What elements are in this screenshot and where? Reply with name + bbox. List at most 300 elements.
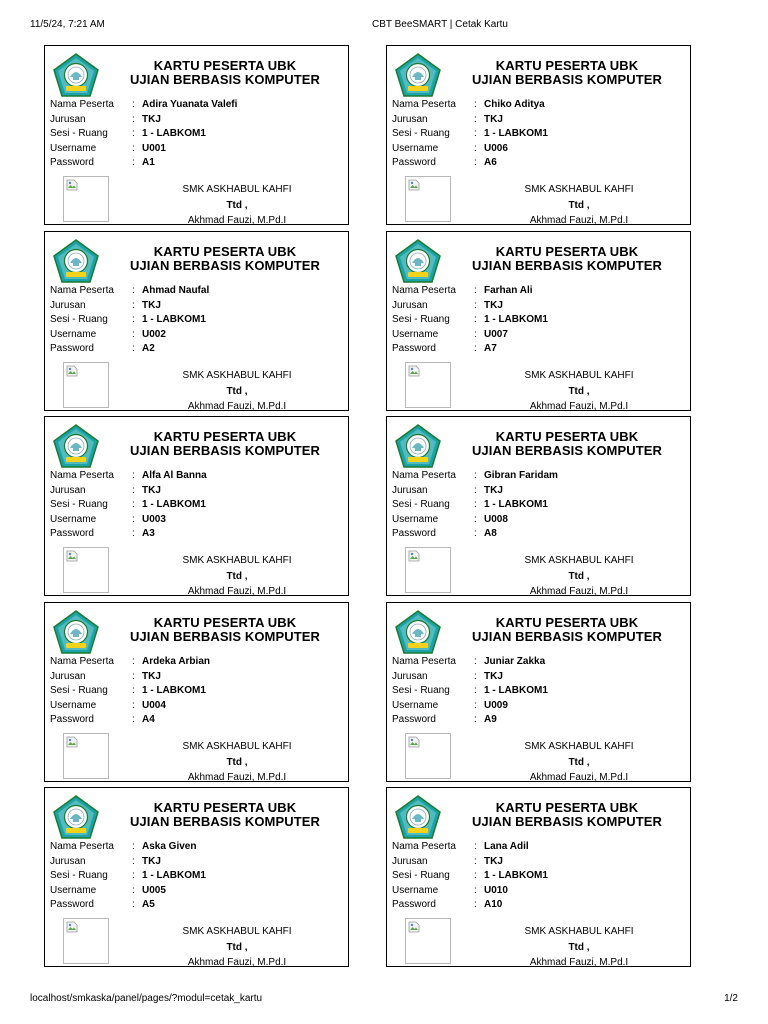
colon: : [474,841,477,852]
field-password-row [50,156,237,171]
colon: : [474,870,477,882]
card-title-line2: UJIAN BERBASIS KOMPUTER [471,72,663,87]
colon: : [132,343,135,355]
password-value: A10 [484,899,503,911]
colon: : [474,470,477,481]
field-major-row [50,670,210,685]
field-major-row [392,484,558,499]
session-label: Sesi - Ruang [50,314,108,326]
card-title-line2: UJIAN BERBASIS KOMPUTER [471,814,663,829]
password-value: A3 [142,528,155,540]
session-value: 1 - LABKOM1 [142,499,206,511]
photo-placeholder [63,547,109,593]
colon: : [474,528,477,540]
session-label: Sesi - Ruang [50,128,108,140]
field-major-row [50,113,237,128]
participant-card [44,787,349,967]
card-title-line1: KARTU PESERTA UBK [495,58,639,73]
signer-name: Akhmad Fauzi, M.Pd.I [187,401,287,412]
password-label: Password [392,899,436,911]
signature-label: Ttd , [226,941,248,953]
colon: : [132,855,135,867]
colon: : [132,870,135,882]
password-value: A6 [484,157,497,169]
colon: : [132,328,135,340]
colon: : [474,113,477,125]
session-label: Sesi - Ruang [392,314,450,326]
school-name: SMK ASKHABUL KAHFI [524,184,634,195]
field-username-row [392,699,548,714]
field-username-row [50,142,237,157]
password-label: Password [50,528,94,540]
colon: : [132,99,135,110]
username-label: Username [392,699,439,711]
participant-card [386,787,691,967]
name-label: Nama Peserta [50,285,114,296]
session-value: 1 - LABKOM1 [142,314,206,326]
card-fields [50,284,209,357]
card-title [447,245,687,273]
signer-name: Akhmad Fauzi, M.Pd.I [529,215,629,226]
colon: : [132,714,135,726]
colon: : [474,884,477,896]
field-username-row [50,328,209,343]
field-name-row [392,840,548,855]
username-value: U009 [484,699,508,711]
field-major-row [392,113,548,128]
school-logo-icon [395,53,441,97]
field-password-row [392,713,548,728]
name-value: Alfa Al Banna [142,470,207,481]
password-label: Password [392,343,436,355]
name-label: Nama Peserta [50,99,114,110]
colon: : [132,685,135,697]
field-session-row [392,869,548,884]
card-title-line2: UJIAN BERBASIS KOMPUTER [471,443,663,458]
photo-placeholder [63,733,109,779]
signature-block [499,739,659,786]
broken-image-icon [66,550,78,562]
colon: : [132,884,135,896]
major-label: Jurusan [50,855,86,867]
username-value: U003 [142,513,166,525]
colon: : [132,528,135,540]
photo-placeholder [405,547,451,593]
photo-placeholder [63,176,109,222]
name-value: Lana Adil [484,841,529,852]
field-session-row [50,684,210,699]
signature-block [499,182,659,229]
major-label: Jurusan [392,299,428,311]
card-title [105,245,345,273]
colon: : [474,142,477,154]
participant-card [44,416,349,596]
password-value: A9 [484,714,497,726]
password-value: A4 [142,714,155,726]
card-title-line2: UJIAN BERBASIS KOMPUTER [129,814,321,829]
card-title [447,59,687,87]
field-major-row [50,855,206,870]
print-header [30,19,738,33]
broken-image-icon [66,921,78,933]
name-label: Nama Peserta [50,656,114,667]
colon: : [474,328,477,340]
name-value: Ahmad Naufal [142,285,210,296]
card-title-line1: KARTU PESERTA UBK [153,58,297,73]
name-label: Nama Peserta [392,99,456,110]
card-fields [50,840,206,913]
school-logo-icon [53,610,99,654]
card-title-line1: KARTU PESERTA UBK [153,615,297,630]
password-value: A5 [142,899,155,911]
major-value: TKJ [484,484,503,496]
card-title-line2: UJIAN BERBASIS KOMPUTER [471,258,663,273]
field-name-row [50,469,207,484]
colon: : [474,285,477,296]
major-label: Jurusan [50,484,86,496]
broken-image-icon [66,179,78,191]
major-value: TKJ [484,855,503,867]
card-fields [392,284,548,357]
card-title-line2: UJIAN BERBASIS KOMPUTER [129,72,321,87]
card-title-line2: UJIAN BERBASIS KOMPUTER [129,443,321,458]
print-footer [30,993,738,1007]
username-label: Username [50,884,97,896]
field-session-row [50,313,209,328]
colon: : [474,314,477,326]
colon: : [132,899,135,911]
school-name: SMK ASKHABUL KAHFI [182,926,292,937]
field-name-row [392,469,558,484]
colon: : [132,285,135,296]
username-value: U007 [484,328,508,340]
username-value: U001 [142,142,166,154]
session-value: 1 - LABKOM1 [484,685,548,697]
password-label: Password [50,157,94,169]
field-major-row [392,299,548,314]
password-label: Password [392,528,436,540]
participant-card [44,231,349,411]
username-label: Username [50,513,97,525]
signer-name: Akhmad Fauzi, M.Pd.I [187,586,287,597]
field-session-row [392,313,548,328]
signer-name: Akhmad Fauzi, M.Pd.I [187,772,287,783]
username-value: U002 [142,328,166,340]
card-title-line1: KARTU PESERTA UBK [153,429,297,444]
password-value: A8 [484,528,497,540]
card-title-line1: KARTU PESERTA UBK [153,800,297,815]
participant-card [44,45,349,225]
participant-card [386,602,691,782]
name-value: Adira Yuanata Valefi [142,99,238,110]
session-label: Sesi - Ruang [50,499,108,511]
colon: : [132,841,135,852]
card-title-line1: KARTU PESERTA UBK [495,244,639,259]
field-major-row [392,855,548,870]
field-session-row [392,498,558,513]
broken-image-icon [408,550,420,562]
field-session-row [392,684,548,699]
signature-label: Ttd , [568,941,590,953]
session-label: Sesi - Ruang [50,685,108,697]
signer-name: Akhmad Fauzi, M.Pd.I [187,957,287,968]
participant-card [386,231,691,411]
card-title-line1: KARTU PESERTA UBK [495,800,639,815]
colon: : [132,157,135,169]
school-name: SMK ASKHABUL KAHFI [182,184,292,195]
card-title-line2: UJIAN BERBASIS KOMPUTER [471,629,663,644]
session-value: 1 - LABKOM1 [142,685,206,697]
session-value: 1 - LABKOM1 [484,499,548,511]
username-label: Username [50,699,97,711]
major-label: Jurusan [50,299,86,311]
card-fields [50,655,210,728]
password-label: Password [392,157,436,169]
colon: : [474,157,477,169]
card-title-line1: KARTU PESERTA UBK [495,615,639,630]
username-value: U006 [484,142,508,154]
colon: : [132,670,135,682]
field-session-row [50,498,207,513]
password-value: A7 [484,343,497,355]
username-value: U005 [142,884,166,896]
field-password-row [392,156,548,171]
card-title-line2: UJIAN BERBASIS KOMPUTER [129,258,321,273]
school-name: SMK ASKHABUL KAHFI [182,370,292,381]
colon: : [474,855,477,867]
photo-placeholder [63,362,109,408]
major-value: TKJ [142,113,161,125]
field-username-row [392,328,548,343]
field-username-row [392,884,548,899]
major-label: Jurusan [50,113,86,125]
major-value: TKJ [142,484,161,496]
field-major-row [50,484,207,499]
school-name: SMK ASKHABUL KAHFI [182,555,292,566]
colon: : [132,470,135,481]
signature-block [157,739,317,786]
colon: : [474,513,477,525]
session-value: 1 - LABKOM1 [484,128,548,140]
field-major-row [50,299,209,314]
card-title [105,59,345,87]
colon: : [474,685,477,697]
major-value: TKJ [142,299,161,311]
username-label: Username [392,328,439,340]
print-url: localhost/smkaska/panel/pages/?modul=cetak_kartu [30,993,263,1004]
photo-placeholder [405,362,451,408]
username-label: Username [50,142,97,154]
field-username-row [392,513,558,528]
signer-name: Akhmad Fauzi, M.Pd.I [529,401,629,412]
signature-label: Ttd , [226,385,248,397]
colon: : [132,699,135,711]
colon: : [474,299,477,311]
colon: : [132,128,135,140]
signature-label: Ttd , [568,199,590,211]
card-fields [50,469,207,542]
name-label: Nama Peserta [50,841,114,852]
colon: : [474,714,477,726]
school-logo-icon [53,795,99,839]
school-logo-icon [395,795,441,839]
password-label: Password [392,714,436,726]
card-title [447,801,687,829]
school-logo-icon [53,239,99,283]
major-label: Jurusan [392,670,428,682]
colon: : [132,499,135,511]
photo-placeholder [63,918,109,964]
field-password-row [50,527,207,542]
password-label: Password [50,343,94,355]
card-fields [392,655,548,728]
name-value: Chiko Aditya [484,99,545,110]
major-value: TKJ [142,855,161,867]
major-label: Jurusan [392,484,428,496]
print-page-title: CBT BeeSMART | Cetak Kartu [372,19,508,30]
card-title [447,616,687,644]
signature-block [157,368,317,415]
school-logo-icon [395,610,441,654]
colon: : [474,128,477,140]
name-value: Farhan Ali [484,285,533,296]
signature-label: Ttd , [226,199,248,211]
photo-placeholder [405,176,451,222]
signature-block [499,924,659,971]
session-label: Sesi - Ruang [50,870,108,882]
field-name-row [392,98,548,113]
school-name: SMK ASKHABUL KAHFI [182,741,292,752]
colon: : [474,670,477,682]
colon: : [474,499,477,511]
username-label: Username [392,142,439,154]
major-value: TKJ [484,113,503,125]
signature-block [157,553,317,600]
password-label: Password [50,714,94,726]
field-username-row [50,884,206,899]
signature-label: Ttd , [226,756,248,768]
colon: : [132,314,135,326]
username-label: Username [50,328,97,340]
name-label: Nama Peserta [392,470,456,481]
signature-label: Ttd , [568,385,590,397]
card-title [105,801,345,829]
colon: : [132,299,135,311]
field-session-row [50,127,237,142]
colon: : [132,113,135,125]
name-label: Nama Peserta [392,285,456,296]
session-value: 1 - LABKOM1 [484,870,548,882]
password-label: Password [50,899,94,911]
name-value: Gibran Faridam [484,470,558,481]
school-logo-icon [53,424,99,468]
major-value: TKJ [142,670,161,682]
field-session-row [50,869,206,884]
colon: : [132,484,135,496]
signature-label: Ttd , [568,756,590,768]
session-value: 1 - LABKOM1 [142,870,206,882]
field-username-row [50,699,210,714]
field-username-row [50,513,207,528]
card-fields [392,840,548,913]
field-name-row [392,655,548,670]
field-name-row [50,98,237,113]
colon: : [474,699,477,711]
broken-image-icon [408,921,420,933]
username-label: Username [392,884,439,896]
username-value: U004 [142,699,166,711]
name-value: Ardeka Arbian [142,656,210,667]
signer-name: Akhmad Fauzi, M.Pd.I [529,772,629,783]
session-value: 1 - LABKOM1 [142,128,206,140]
major-label: Jurusan [50,670,86,682]
field-password-row [50,898,206,913]
field-name-row [50,655,210,670]
name-label: Nama Peserta [50,470,114,481]
signer-name: Akhmad Fauzi, M.Pd.I [529,586,629,597]
card-title [105,616,345,644]
school-logo-icon [395,424,441,468]
card-title [105,430,345,458]
school-name: SMK ASKHABUL KAHFI [524,370,634,381]
major-label: Jurusan [392,113,428,125]
broken-image-icon [408,365,420,377]
session-value: 1 - LABKOM1 [484,314,548,326]
field-password-row [392,898,548,913]
participant-card [386,416,691,596]
card-title [447,430,687,458]
field-name-row [50,840,206,855]
signer-name: Akhmad Fauzi, M.Pd.I [187,215,287,226]
field-session-row [392,127,548,142]
photo-placeholder [405,918,451,964]
signature-block [157,924,317,971]
broken-image-icon [66,736,78,748]
colon: : [474,656,477,667]
colon: : [474,99,477,110]
colon: : [132,513,135,525]
signer-name: Akhmad Fauzi, M.Pd.I [529,957,629,968]
card-title-line1: KARTU PESERTA UBK [153,244,297,259]
school-name: SMK ASKHABUL KAHFI [524,926,634,937]
name-label: Nama Peserta [392,656,456,667]
colon: : [474,899,477,911]
signature-block [499,368,659,415]
print-datetime: 11/5/24, 7:21 AM [30,19,105,30]
broken-image-icon [408,179,420,191]
session-label: Sesi - Ruang [392,128,450,140]
signature-label: Ttd , [568,570,590,582]
field-name-row [50,284,209,299]
participant-card [44,602,349,782]
signature-block [157,182,317,229]
school-logo-icon [53,53,99,97]
broken-image-icon [66,365,78,377]
session-label: Sesi - Ruang [392,685,450,697]
card-fields [392,469,558,542]
password-value: A1 [142,157,155,169]
participant-card [386,45,691,225]
field-major-row [392,670,548,685]
password-value: A2 [142,343,155,355]
photo-placeholder [405,733,451,779]
school-name: SMK ASKHABUL KAHFI [524,555,634,566]
username-value: U010 [484,884,508,896]
name-label: Nama Peserta [392,841,456,852]
card-title-line1: KARTU PESERTA UBK [495,429,639,444]
field-password-row [392,527,558,542]
signature-block [499,553,659,600]
